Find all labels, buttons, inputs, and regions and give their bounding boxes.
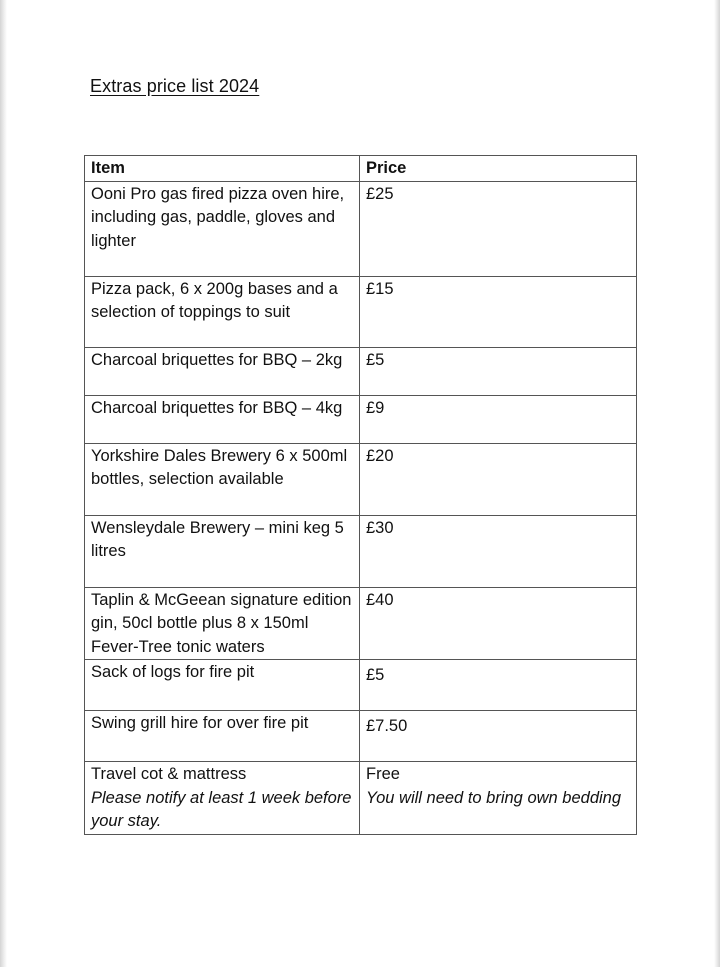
table-header-row bbox=[85, 156, 637, 182]
table-row bbox=[85, 395, 637, 443]
price-cell: £5 bbox=[360, 347, 637, 395]
item-cell: Ooni Pro gas fired pizza oven hire, including gas, paddle, gloves and lighter bbox=[85, 181, 360, 276]
price-table bbox=[84, 155, 637, 835]
price-cell: £40 bbox=[360, 587, 637, 660]
price-cell bbox=[360, 762, 637, 835]
item-cell bbox=[85, 762, 360, 835]
item-cell: Yorkshire Dales Brewery 6 x 500ml bottles, selection available bbox=[85, 443, 360, 515]
price-cell: £15 bbox=[360, 276, 637, 347]
item-cell: Sack of logs for fire pit bbox=[85, 660, 360, 711]
item-note: Please notify at least 1 week before your stay. bbox=[91, 788, 352, 830]
table-row bbox=[85, 181, 637, 276]
item-text: Travel cot & mattress bbox=[91, 765, 247, 783]
table-row bbox=[85, 587, 637, 660]
table-row bbox=[85, 443, 637, 515]
price-cell: £25 bbox=[360, 181, 637, 276]
price-cell: £7.50 bbox=[360, 711, 637, 762]
item-cell: Charcoal briquettes for BBQ – 2kg bbox=[85, 347, 360, 395]
price-text: Free bbox=[366, 765, 400, 783]
page-title: Extras price list 2024 bbox=[90, 76, 260, 96]
item-cell: Wensleydale Brewery – mini keg 5 litres bbox=[85, 515, 360, 587]
item-cell: Pizza pack, 6 x 200g bases and a selection of toppings to suit bbox=[85, 276, 360, 347]
price-cell: £5 bbox=[360, 660, 637, 711]
item-cell: Taplin & McGeean signature edition gin, 50cl bottle plus 8 x 150ml Fever-Tree tonic waters bbox=[85, 587, 360, 660]
price-cell: £30 bbox=[360, 515, 637, 587]
price-cell: £20 bbox=[360, 443, 637, 515]
table-row bbox=[85, 660, 637, 711]
price-note: You will need to bring own bedding bbox=[366, 788, 622, 807]
price-cell: £9 bbox=[360, 395, 637, 443]
table-row bbox=[85, 711, 637, 762]
table-row bbox=[85, 762, 637, 835]
item-cell: Charcoal briquettes for BBQ – 4kg bbox=[85, 395, 360, 443]
page-shadow-right bbox=[714, 0, 720, 967]
table-row bbox=[85, 515, 637, 587]
header-price: Price bbox=[360, 156, 637, 182]
page-shadow-left bbox=[0, 0, 7, 967]
table-row bbox=[85, 347, 637, 395]
header-item: Item bbox=[85, 156, 360, 182]
table-row bbox=[85, 276, 637, 347]
item-cell: Swing grill hire for over fire pit bbox=[85, 711, 360, 762]
